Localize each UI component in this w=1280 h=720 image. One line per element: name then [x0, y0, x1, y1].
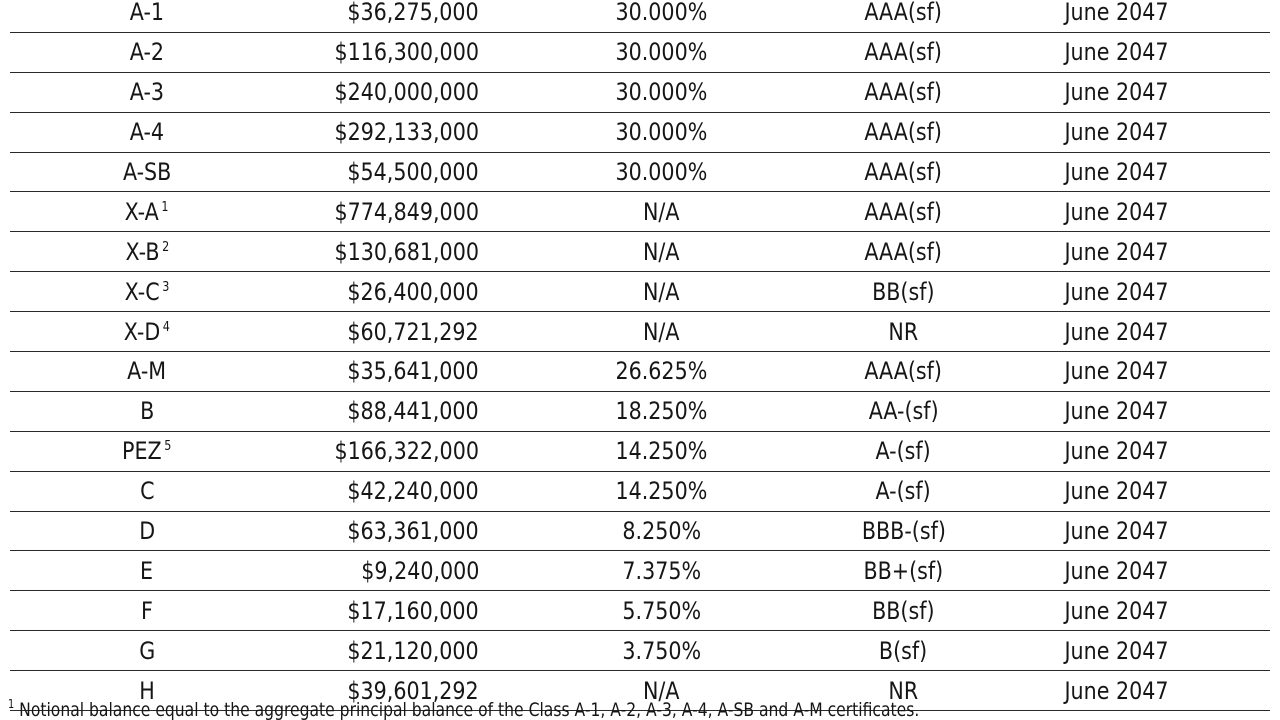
rating-cell — [844, 312, 963, 352]
maturity-cell-value: June 2047 — [1064, 158, 1169, 186]
balance-cell-value: $63,361,000 — [347, 517, 479, 546]
subordination-cell-value: N/A — [643, 237, 680, 266]
maturity-cell — [963, 352, 1270, 392]
rating-cell-value: NR — [888, 676, 919, 705]
maturity-cell-text — [1064, 636, 1169, 665]
class-cell-value: B — [139, 397, 155, 426]
maturity-cell-text — [1064, 596, 1169, 625]
subordination-cell-text — [643, 237, 680, 266]
rating-cell-text — [864, 197, 943, 226]
maturity-cell-text — [1064, 277, 1169, 306]
maturity-cell — [963, 232, 1270, 272]
maturity-cell-value: June 2047 — [1064, 277, 1169, 306]
class-cell — [10, 72, 284, 112]
balance-cell-text — [347, 0, 479, 27]
class-cell-text — [139, 397, 155, 426]
maturity-cell-text — [1064, 237, 1169, 266]
rating-cell — [844, 272, 963, 312]
maturity-cell — [963, 192, 1270, 232]
subordination-cell-value: 7.375% — [622, 556, 701, 585]
maturity-cell-value: June 2047 — [1064, 38, 1169, 67]
table-row — [10, 112, 1270, 152]
balance-cell-value: $39,601,292 — [347, 676, 479, 705]
rating-cell-value: AAA(sf) — [864, 357, 943, 386]
balance-cell — [284, 192, 479, 232]
subordination-cell — [479, 511, 844, 551]
rating-cell-text — [888, 317, 919, 346]
balance-cell-value: $292,133,000 — [334, 118, 479, 147]
maturity-cell — [963, 511, 1270, 551]
subordination-cell — [479, 272, 844, 312]
rating-cell-text — [875, 437, 932, 466]
maturity-cell-text — [1064, 160, 1168, 184]
rating-cell-text — [872, 596, 935, 625]
maturity-cell-text — [1064, 38, 1169, 67]
rating-cell-text — [861, 517, 946, 546]
subordination-cell-value: 5.750% — [622, 596, 701, 625]
maturity-cell-text — [1064, 397, 1169, 426]
table-row — [10, 72, 1270, 112]
subordination-cell-text — [622, 596, 701, 625]
class-cell-text — [141, 596, 153, 625]
rating-cell-text — [868, 397, 939, 426]
balance-cell — [284, 152, 479, 192]
subordination-cell-text — [615, 437, 708, 466]
maturity-cell-value: June 2047 — [1064, 0, 1169, 27]
maturity-cell — [963, 631, 1270, 671]
subordination-cell-text — [615, 118, 708, 147]
subordination-cell-value: 30.000% — [615, 158, 708, 186]
class-cell-text — [123, 317, 171, 346]
maturity-cell-text — [1064, 556, 1169, 585]
rating-cell-text — [864, 78, 943, 107]
class-cell-text — [139, 477, 155, 506]
rating-cell-text — [864, 237, 943, 266]
balance-cell — [284, 511, 479, 551]
rating-cell-value: BBB-(sf) — [861, 517, 946, 546]
maturity-cell-text — [1064, 118, 1169, 147]
class-cell-text — [129, 78, 165, 107]
balance-cell-value: $88,441,000 — [347, 397, 479, 426]
rating-cell-value: BB(sf) — [872, 596, 935, 625]
maturity-cell — [963, 391, 1270, 431]
balance-cell-text — [347, 357, 479, 386]
maturity-cell-value: June 2047 — [1064, 197, 1169, 226]
maturity-cell — [963, 32, 1270, 72]
subordination-cell-text — [622, 556, 701, 585]
balance-cell — [284, 72, 479, 112]
balance-cell — [284, 232, 479, 272]
balance-cell-value: $166,322,000 — [334, 437, 479, 466]
rating-cell-value: AAA(sf) — [864, 78, 943, 107]
maturity-cell — [963, 112, 1270, 152]
balance-cell-value: $9,240,000 — [360, 556, 479, 585]
class-cell-text — [127, 357, 167, 386]
maturity-cell-value: June 2047 — [1064, 237, 1169, 266]
balance-cell-text — [334, 437, 479, 466]
balance-cell-value: $54,500,000 — [347, 158, 479, 186]
subordination-cell-text — [615, 397, 708, 426]
balance-cell-text — [334, 78, 479, 107]
balance-cell-text — [348, 160, 479, 184]
subordination-cell-value: 30.000% — [615, 78, 708, 107]
maturity-cell-text — [1064, 0, 1169, 27]
maturity-cell-text — [1064, 517, 1169, 546]
subordination-cell-value: 18.250% — [615, 397, 708, 426]
rating-cell — [844, 591, 963, 631]
class-cell-value: A-4 — [129, 118, 165, 147]
rating-cell-value: AAA(sf) — [864, 38, 943, 67]
class-cell — [10, 32, 284, 72]
rating-cell — [844, 152, 963, 192]
class-cell — [10, 352, 284, 392]
rating-cell-value: BB+(sf) — [863, 556, 944, 585]
subordination-cell-value: 14.250% — [615, 477, 708, 506]
subordination-cell — [479, 192, 844, 232]
subordination-cell-text — [615, 477, 708, 506]
maturity-cell — [963, 152, 1270, 192]
balance-cell-text — [334, 237, 479, 266]
rating-cell-value: A-(sf) — [875, 437, 932, 466]
subordination-cell-value: N/A — [643, 277, 680, 306]
subordination-cell — [479, 232, 844, 272]
class-cell-value: F — [141, 596, 153, 625]
maturity-cell-text — [1064, 317, 1169, 346]
class-cell-text — [138, 636, 155, 665]
balance-cell-value: $116,300,000 — [334, 38, 479, 67]
balance-cell-value: $60,721,292 — [347, 317, 479, 346]
class-cell-value: A-2 — [129, 38, 165, 67]
maturity-cell-value: June 2047 — [1064, 636, 1169, 665]
rating-cell-value: AA-(sf) — [868, 397, 939, 426]
balance-cell-value: $36,275,000 — [347, 0, 479, 27]
maturity-cell — [963, 312, 1270, 352]
subordination-cell-value: N/A — [643, 197, 680, 226]
class-cell — [10, 471, 284, 511]
balance-cell-text — [347, 277, 479, 306]
balance-cell — [284, 312, 479, 352]
maturity-cell-text — [1064, 197, 1169, 226]
subordination-cell — [479, 32, 844, 72]
rating-cell-text — [864, 118, 943, 147]
rating-cell — [844, 72, 963, 112]
maturity-cell-text — [1064, 477, 1169, 506]
class-cell — [10, 0, 284, 32]
rating-cell-text — [872, 277, 935, 306]
subordination-cell — [479, 391, 844, 431]
footnote-text: Notional balance equal to the aggregate principal balance of the Class A-1, A-2, A-3, A-4, A-SB and A-M certificates. — [19, 699, 920, 720]
subordination-cell — [479, 591, 844, 631]
maturity-cell-value: June 2047 — [1064, 596, 1169, 625]
balance-cell-text — [334, 197, 479, 226]
class-cell-value: A-M — [127, 357, 167, 386]
subordination-cell-value: 30.000% — [615, 118, 708, 147]
balance-cell-text — [347, 636, 479, 665]
maturity-cell-value: June 2047 — [1064, 437, 1169, 466]
balance-cell-text — [347, 517, 479, 546]
subordination-cell — [479, 0, 844, 32]
subordination-cell — [479, 551, 844, 591]
rating-cell — [844, 352, 963, 392]
class-cell-text — [125, 197, 169, 226]
footnote-marker: 5 — [164, 439, 172, 455]
table-row — [10, 192, 1270, 232]
maturity-cell-value: June 2047 — [1064, 357, 1169, 386]
table-row — [10, 591, 1270, 631]
balance-cell — [284, 32, 479, 72]
rating-cell — [844, 0, 963, 32]
class-cell-value: D — [139, 517, 155, 546]
class-cell-value: A-3 — [129, 78, 165, 107]
footnote — [8, 697, 919, 720]
table-row — [10, 32, 1270, 72]
subordination-cell — [479, 152, 844, 192]
class-cell-text — [123, 160, 171, 184]
subordination-cell — [479, 471, 844, 511]
rating-cell-value: A-(sf) — [875, 477, 932, 506]
subordination-cell-value: N/A — [643, 676, 680, 705]
balance-cell-value: $26,400,000 — [347, 277, 479, 306]
maturity-cell — [963, 671, 1270, 711]
class-cell — [10, 591, 284, 631]
balance-cell-text — [347, 477, 479, 506]
rating-cell — [844, 431, 963, 471]
footnote-marker: 4 — [162, 319, 171, 335]
class-cell-text — [129, 38, 165, 67]
class-cell — [10, 112, 284, 152]
subordination-cell-text — [643, 317, 680, 346]
subordination-cell-text — [615, 38, 708, 67]
subordination-cell-value: 8.250% — [622, 517, 701, 546]
rating-cell — [844, 112, 963, 152]
rating-cell — [844, 232, 963, 272]
maturity-cell — [963, 0, 1270, 32]
class-cell-text — [139, 517, 155, 546]
maturity-cell-value: June 2047 — [1064, 676, 1169, 705]
maturity-cell-value: June 2047 — [1064, 118, 1169, 147]
maturity-cell — [963, 272, 1270, 312]
subordination-cell-text — [643, 277, 680, 306]
balance-cell — [284, 551, 479, 591]
balance-cell-value: $774,849,000 — [334, 197, 479, 226]
subordination-cell-text — [622, 636, 701, 665]
class-cell-value: X-A — [125, 197, 160, 226]
maturity-cell-value: June 2047 — [1064, 477, 1169, 506]
balance-cell — [284, 631, 479, 671]
maturity-cell — [963, 471, 1270, 511]
rating-cell-value: AAA(sf) — [864, 197, 943, 226]
table-row — [10, 0, 1270, 32]
balance-cell — [284, 471, 479, 511]
balance-cell-text — [334, 118, 479, 147]
subordination-cell — [479, 312, 844, 352]
subordination-cell-text — [615, 0, 708, 27]
maturity-cell — [963, 591, 1270, 631]
rating-cell-text — [864, 38, 943, 67]
rating-cell — [844, 32, 963, 72]
class-cell-value: A-SB — [122, 158, 172, 186]
certificate-table — [10, 0, 1270, 711]
table-row — [10, 471, 1270, 511]
balance-cell-text — [347, 397, 479, 426]
table-row — [10, 232, 1270, 272]
rating-cell — [844, 631, 963, 671]
rating-cell-value: B(sf) — [879, 636, 928, 665]
class-cell-text — [129, 118, 165, 147]
balance-cell-text — [360, 556, 479, 585]
class-cell-value: X-B — [125, 237, 160, 266]
subordination-cell-text — [616, 160, 708, 184]
subordination-cell-text — [615, 78, 708, 107]
rating-cell-text — [864, 357, 943, 386]
rating-cell-value: BB(sf) — [872, 277, 935, 306]
table-row — [10, 551, 1270, 591]
rating-cell-value: AAA(sf) — [864, 237, 943, 266]
balance-cell-value: $21,120,000 — [347, 636, 479, 665]
rating-cell-value: AAA(sf) — [864, 118, 943, 147]
maturity-cell-text — [1064, 78, 1169, 107]
rating-cell — [844, 471, 963, 511]
maturity-cell — [963, 551, 1270, 591]
maturity-cell — [963, 72, 1270, 112]
rating-cell — [844, 551, 963, 591]
class-cell — [10, 192, 284, 232]
balance-cell-value: $240,000,000 — [334, 78, 479, 107]
balance-cell-value: $17,160,000 — [347, 596, 479, 625]
footnote-marker: 2 — [161, 239, 169, 255]
table-row — [10, 272, 1270, 312]
balance-cell — [284, 112, 479, 152]
rating-cell-text — [865, 160, 943, 184]
rating-cell-text — [875, 477, 932, 506]
class-cell — [10, 312, 284, 352]
class-cell-value: X-D — [123, 317, 161, 346]
subordination-cell-text — [643, 197, 680, 226]
subordination-cell — [479, 431, 844, 471]
class-cell-value: X-C — [124, 277, 160, 306]
class-cell — [10, 631, 284, 671]
rating-cell-text — [863, 556, 944, 585]
class-cell — [10, 551, 284, 591]
table-row — [10, 352, 1270, 392]
table-body — [10, 0, 1270, 711]
class-cell — [10, 232, 284, 272]
rating-cell-value: NR — [888, 317, 919, 346]
subordination-cell — [479, 112, 844, 152]
class-cell — [10, 431, 284, 471]
balance-cell — [284, 391, 479, 431]
subordination-cell-text — [615, 357, 708, 386]
table-row — [10, 391, 1270, 431]
subordination-cell — [479, 72, 844, 112]
table-row — [10, 431, 1270, 471]
footnote-number: 1 — [8, 697, 15, 711]
class-cell-text — [124, 277, 170, 306]
maturity-cell-value: June 2047 — [1064, 317, 1169, 346]
maturity-cell — [963, 431, 1270, 471]
table-row — [10, 631, 1270, 671]
rating-cell-text — [879, 636, 928, 665]
subordination-cell-value: 30.000% — [615, 38, 708, 67]
class-cell — [10, 511, 284, 551]
balance-cell-text — [347, 596, 479, 625]
balance-cell-value: $42,240,000 — [347, 477, 479, 506]
class-cell-text — [122, 437, 172, 466]
class-cell-value: PEZ — [122, 437, 162, 466]
rating-cell-value: AAA(sf) — [864, 0, 943, 27]
rating-cell — [844, 192, 963, 232]
subordination-cell — [479, 352, 844, 392]
footnote-marker: 3 — [162, 279, 170, 295]
maturity-cell-text — [1064, 437, 1169, 466]
rating-cell — [844, 391, 963, 431]
subordination-cell-value: 3.750% — [622, 636, 701, 665]
rating-cell-value: AAA(sf) — [864, 158, 943, 186]
balance-cell — [284, 272, 479, 312]
class-cell-value: A-1 — [129, 0, 165, 27]
class-cell-value: C — [139, 477, 155, 506]
class-cell — [10, 391, 284, 431]
maturity-cell-text — [1064, 676, 1169, 705]
class-cell-text — [140, 556, 154, 585]
balance-cell — [284, 431, 479, 471]
table-row — [10, 152, 1270, 192]
maturity-cell-text — [1064, 357, 1169, 386]
balance-cell-text — [334, 38, 479, 67]
subordination-cell-value: 26.625% — [615, 357, 708, 386]
maturity-cell-value: June 2047 — [1064, 517, 1169, 546]
subordination-cell — [479, 631, 844, 671]
subordination-cell-text — [622, 517, 701, 546]
class-cell-text — [125, 237, 169, 266]
balance-cell — [284, 0, 479, 32]
class-cell — [10, 152, 284, 192]
balance-cell — [284, 352, 479, 392]
balance-cell — [284, 591, 479, 631]
maturity-cell-value: June 2047 — [1064, 78, 1169, 107]
class-cell-value: E — [140, 556, 154, 585]
subordination-cell-value: 30.000% — [615, 0, 708, 27]
class-cell-text — [129, 0, 165, 27]
class-cell-value: G — [138, 636, 155, 665]
maturity-cell-value: June 2047 — [1064, 556, 1169, 585]
footnote-marker: 1 — [161, 199, 169, 215]
table-row — [10, 511, 1270, 551]
subordination-cell-value: N/A — [643, 317, 680, 346]
class-cell-value: H — [139, 676, 155, 705]
subordination-cell-value: 14.250% — [615, 437, 708, 466]
rating-cell-text — [864, 0, 943, 27]
class-cell — [10, 272, 284, 312]
balance-cell-text — [347, 317, 479, 346]
balance-cell-value: $35,641,000 — [347, 357, 479, 386]
table-row — [10, 312, 1270, 352]
rating-cell — [844, 511, 963, 551]
balance-cell-value: $130,681,000 — [334, 237, 479, 266]
maturity-cell-value: June 2047 — [1064, 397, 1169, 426]
